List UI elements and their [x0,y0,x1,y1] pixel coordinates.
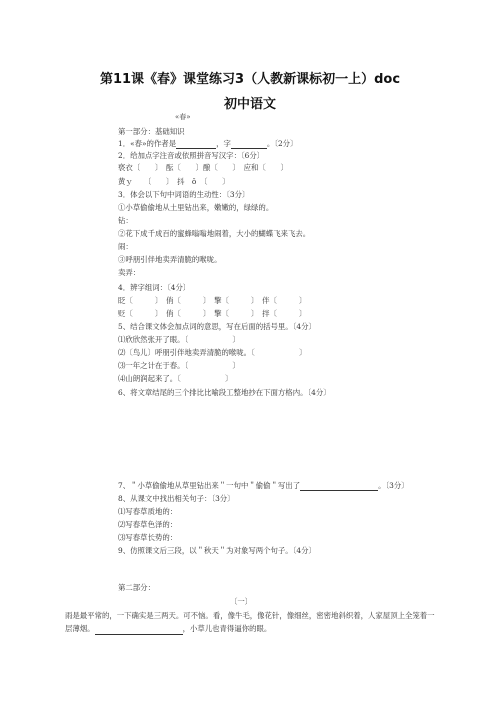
question-8-item-2: ⑵写春草色泽的： [118,520,178,529]
question-1 [118,139,297,149]
question-4: 4．辨字组词：〔4分〕 [118,283,191,292]
question-3-answer-2: 闹： [118,242,133,251]
question-8-item-1: ⑴写春草质地的： [118,507,178,516]
document-subject: 初中语文 [223,97,276,112]
question-2-row-2: 黄ｙ 〔 〕 抖 ǒ 〔 〕 [118,177,230,186]
question-7 [118,481,409,491]
question-7-blank[interactable] [300,482,378,491]
passage-text: 雨是最平常的，一下确实是三两天。可不恼。看，像牛毛，像花针，像细丝，密密地斜织着，人家屋顶上全笼着一层薄烟。 [65,611,435,633]
question-5-item-2: ⑵〔鸟儿〕呼朋引伴地卖弄清脆的喉咙。〔 〕 [118,348,307,357]
section-label: 〔一〕 [230,597,253,606]
question-7-text: 7、＂小草偷偷地从草里钻出来＂一句中＂偷偷＂写出了 [118,481,301,490]
question-3-sentence-3: ③呼朋引伴地卖弄清脆的喉咙。 [118,255,222,264]
question-3-sentence-2: ②花下成千成百的蜜蜂嗡嗡地闹着，大小的蝴蝶飞来飞去。 [118,229,311,238]
courtesy-name-blank[interactable] [231,140,267,149]
question-3-answer-3: 卖弄： [118,268,141,277]
question-3-sentence-1: ①小草偷偷地从土里钻出来，嫩嫩的，绿绿的。 [118,203,274,212]
question-8-item-3: ⑶写春草长势的： [118,533,178,542]
question-8: 8、从课文中找出相关句子：〔3分〕 [118,494,235,503]
question-9: 9、仿照课文后三段，以＂秋天＂为对象写两个句子。〔4分〕 [118,546,316,555]
question-4-row-2: 贬〔 〕 俏〔 〕 擎〔 〕 拌〔 〕 [118,309,307,318]
question-3: 3．体会以下句中词语的生动性：〔3分〕 [118,190,250,199]
question-4-row-1: 眨〔 〕 俏〔 〕 擎〔 〕 伴〔 〕 [118,296,307,305]
document-title: 第11课《春》课堂练习3（人教新课标初一上）doc [99,72,401,87]
passage-text-end: ，小草儿也青得逼你的眼。 [182,624,272,633]
question-5-item-1: ⑴欣欣然张开了眼。〔 〕 [118,335,240,344]
question-5-item-4: ⑷山朗润起来了。〔 〕 [118,374,233,383]
question-1-text: 1．«春»的作者是 [118,139,177,148]
question-1-text-b: ，字 [216,139,231,148]
lesson-title: «春» [175,113,191,121]
question-3-answer-1: 钻： [118,216,133,225]
question-2-row-1: 亵衣〔 〕 酝〔 〕酿〔 〕 应和〔 〕 [118,163,288,172]
question-5-item-3: ⑶一年之计在于春。〔 〕 [118,361,240,370]
reading-passage [65,609,435,635]
question-6: 6、将文章结尾的三个排比比喻段工整地抄在下面方格内。〔4分〕 [118,388,331,397]
question-5: 5、结合课文体会加点词的意思，写在后面的括号里。〔4分〕 [118,322,316,331]
question-7-score: 。〔3分〕 [378,481,409,490]
author-blank[interactable] [176,140,216,149]
question-2: 2．给加点字注音或依照拼音写汉字：〔6分〕 [118,151,265,160]
passage-blank[interactable] [95,626,183,635]
question-1-score: 。〔2分〕 [266,139,298,148]
part-two-heading: 第二部分： [118,583,155,592]
part-one-heading: 第一部分：基础知识 [118,127,185,136]
